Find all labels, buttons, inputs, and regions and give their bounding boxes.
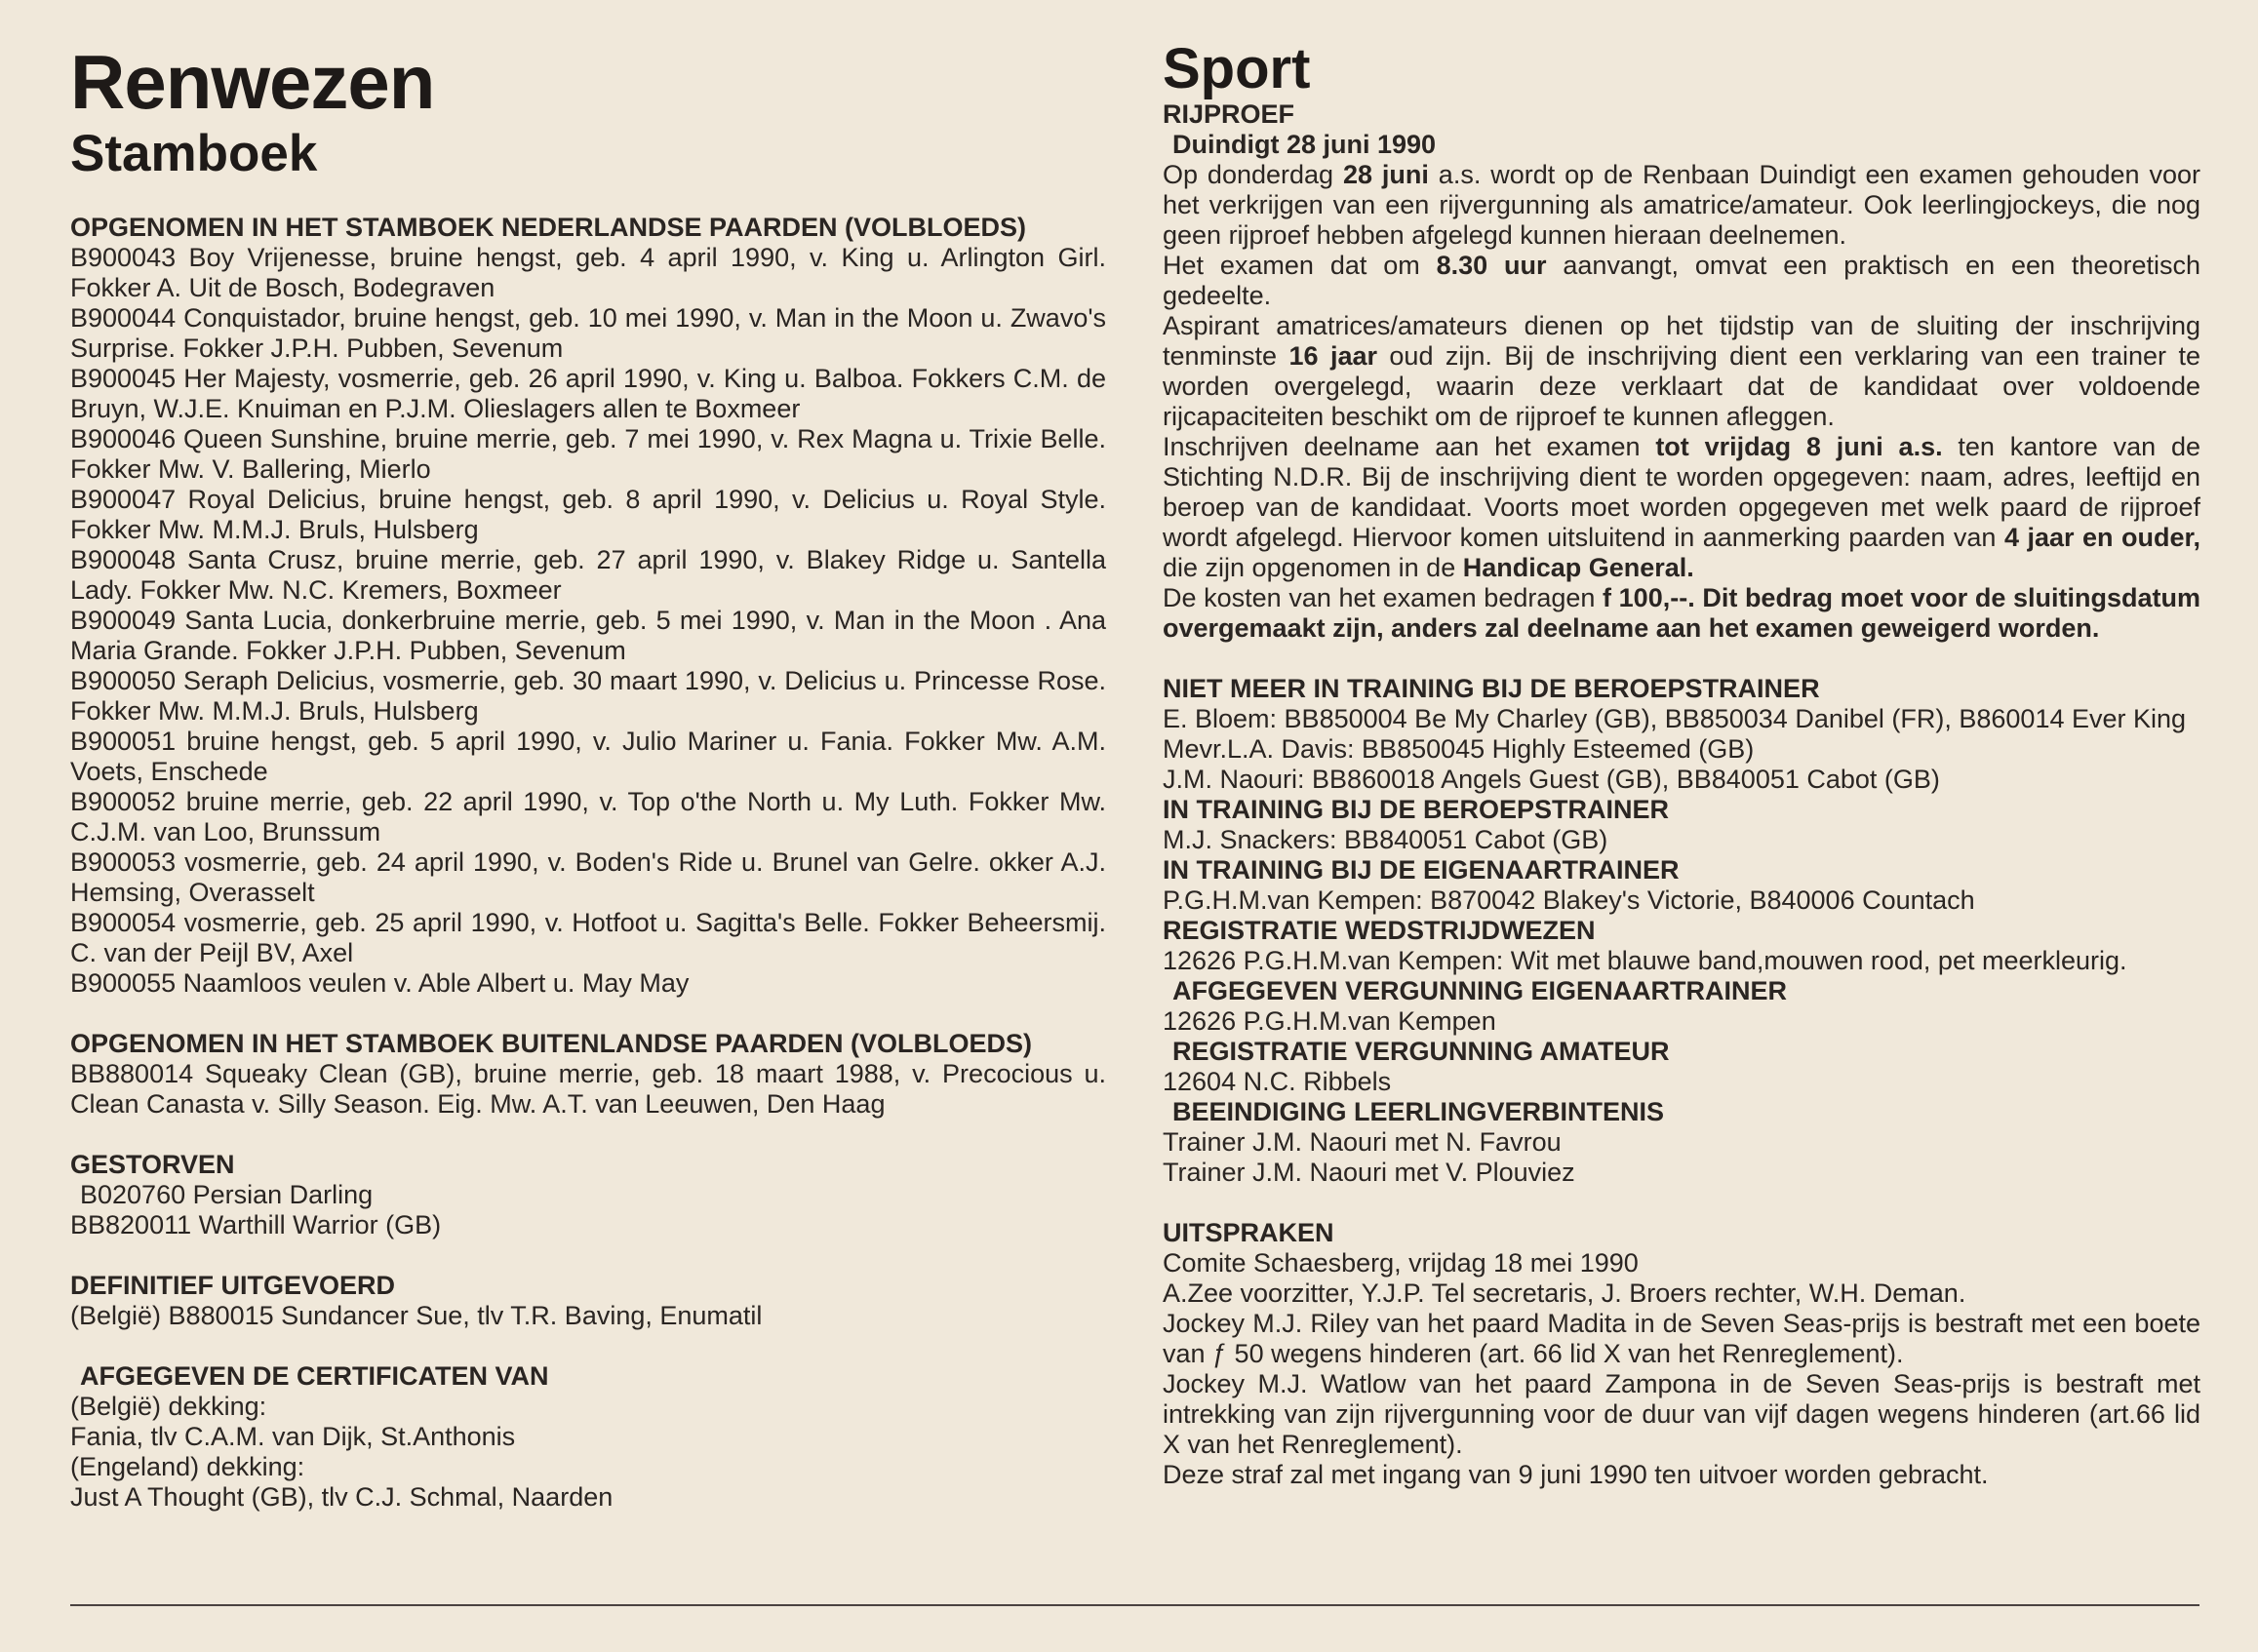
left-column bbox=[70, 39, 1106, 1543]
list-item: Comite Schaesberg, vrijdag 18 mei 1990 bbox=[1163, 1248, 1639, 1278]
list-item: (België) B880015 Sundancer Sue, tlv T.R. Baving, Enumatil bbox=[70, 1301, 763, 1330]
list-item: (Engeland) dekking: bbox=[70, 1452, 305, 1481]
list-item: J.M. Naouri: BB860018 Angels Guest (GB), BB840051 Cabot (GB) bbox=[1163, 765, 1940, 794]
list-item: B900043 Boy Vrijenesse, bruine hengst, geb. 4 april 1990, v. King u. Arlington Girl. Fokker A. Uit de Bosch, Bodegraven bbox=[70, 243, 1106, 302]
list-item: B900046 Queen Sunshine, bruine merrie, geb. 7 mei 1990, v. Rex Magna u. Trixie Belle. Fokker Mw. V. Ballering, Mierlo bbox=[70, 424, 1106, 484]
section-heading: UITSPRAKEN bbox=[1163, 1218, 1334, 1247]
text: De kosten van het examen bedragen bbox=[1163, 583, 1604, 612]
list-item: Deze straf zal met ingang van 9 juni 1990 ten uitvoer worden gebracht. bbox=[1163, 1460, 1989, 1489]
list-item: B900050 Seraph Delicius, vosmerrie, geb. 30 maart 1990, v. Delicius u. Princesse Rose. Fokker Mw. M.M.J. Bruls, Hulsberg bbox=[70, 666, 1106, 726]
list-item: E. Bloem: BB850004 Be My Charley (GB), BB850034 Danibel (FR), B860014 Ever King bbox=[1163, 704, 2187, 733]
list-item: B020760 Persian Darling bbox=[80, 1180, 374, 1209]
page-subtitle: Stamboek bbox=[70, 125, 318, 182]
bold-text: tot vrijdag 8 juni a.s. bbox=[1655, 432, 1943, 461]
page-title: Renwezen bbox=[70, 39, 435, 125]
section-heading: REGISTRATIE WEDSTRIJDWEZEN bbox=[1163, 916, 1596, 945]
text: Op donderdag bbox=[1163, 160, 1343, 189]
list-item: B900055 Naamloos veulen v. Able Albert u. May May bbox=[70, 968, 690, 998]
list-item: Fania, tlv C.A.M. van Dijk, St.Anthonis bbox=[70, 1422, 516, 1451]
text: Het examen dat om bbox=[1163, 251, 1437, 280]
list-item: Jockey M.J. Watlow van het paard Zampona in de Seven Seas-prijs is bestraft met intrekking van zijn rijvergunning voor de duur van vijf dagen wegens hinderen (art.66 lid X van het Renreglement). bbox=[1163, 1369, 2200, 1459]
bold-text: 8.30 uur bbox=[1436, 251, 1547, 280]
list-item: B900052 bruine merrie, geb. 22 april 1990, v. Top o'the North u. My Luth. Fokker Mw. C.J.M. van Loo, Brunssum bbox=[70, 787, 1106, 846]
list-item: 12626 P.G.H.M.van Kempen bbox=[1163, 1006, 1496, 1036]
text: ten kantore van de Stichting N.D.R. Bij de inschrijving dient te worden opgegeven: naam, adres, leeftijd en beroep van de kandidaat. Voorts moet worden opgegeven met welk paard de rijproef wordt afgelegd. Hiervoor komen uitsluitend in aanmerking paarden van bbox=[1163, 432, 2200, 552]
section-heading: AFGEGEVEN VERGUNNING EIGENAARTRAINER bbox=[1172, 976, 1788, 1005]
text: a.s. wordt op de Renbaan Duindigt een examen gehouden voor het verkrijgen van een rijvergunning als amatrice/amateur. Ook leerlingjockeys, die nog geen rijproef hebben afgelegd kunnen hieraan deelnemen. bbox=[1163, 160, 2200, 250]
section-heading: REGISTRATIE VERGUNNING AMATEUR bbox=[1172, 1037, 1670, 1066]
training-section bbox=[1163, 674, 2200, 1188]
list-item: 12626 P.G.H.M.van Kempen: Wit met blauwe band,mouwen rood, pet meerkleurig. bbox=[1163, 946, 2127, 975]
list-item: B900044 Conquistador, bruine hengst, geb. 10 mei 1990, v. Man in the Moon u. Zwavo's Surprise. Fokker J.P.H. Pubben, Sevenum bbox=[70, 303, 1106, 363]
list-item: Trainer J.M. Naouri met N. Favrou bbox=[1163, 1127, 1562, 1157]
rijproef-section bbox=[1163, 99, 2200, 644]
text: Inschrijven deelname aan het examen bbox=[1163, 432, 1656, 461]
bold-text: 4 jaar en ouder, bbox=[2003, 523, 2200, 552]
section-heading: DEFINITIEF UITGEVOERD bbox=[70, 1271, 396, 1300]
section-heading: OPGENOMEN IN HET STAMBOEK BUITENLANDSE PAARDEN (VOLBLOEDS) bbox=[70, 1029, 1033, 1058]
section-heading: RIJPROEF bbox=[1163, 99, 1295, 129]
certificates-section bbox=[70, 1361, 1106, 1513]
paragraph bbox=[1163, 432, 2200, 583]
foreign-stamboek-section bbox=[70, 1029, 1106, 1120]
list-item: M.J. Snackers: BB840051 Cabot (GB) bbox=[1163, 825, 1608, 854]
bold-text: f 100,--. Dit bedrag moet voor de sluitingsdatum overgemaakt zijn, anders zal deelname aan het examen geweigerd worden. bbox=[1163, 583, 2200, 643]
list-item: B900048 Santa Crusz, bruine merrie, geb. 27 april 1990, v. Blakey Ridge u. Santella Lady. Fokker Mw. N.C. Kremers, Boxmeer bbox=[70, 545, 1106, 605]
list-item: (België) dekking: bbox=[70, 1392, 267, 1421]
text: oud zijn. Bij de inschrijving dient een verklaring van een trainer te worden overgelegd, waarin deze verklaart dat de kandidaat over voldoende rijcapaciteiten beschikt om de rijproef te kunnen afleggen. bbox=[1163, 341, 2200, 431]
text: Aspirant amatrices/amateurs dienen op het tijdstip van de sluiting der inschrijving tenminste bbox=[1163, 311, 2200, 371]
list-item: B900047 Royal Delicius, bruine hengst, geb. 8 april 1990, v. Delicius u. Royal Style. Fokker Mw. M.M.J. Bruls, Hulsberg bbox=[70, 485, 1106, 544]
section-heading: BEEINDIGING LEERLINGVERBINTENIS bbox=[1172, 1097, 1665, 1126]
bold-text: 16 jaar bbox=[1288, 341, 1377, 371]
paragraph bbox=[1163, 311, 2200, 432]
bold-text: 28 juni bbox=[1342, 160, 1429, 189]
list-item: Trainer J.M. Naouri met V. Plouviez bbox=[1163, 1158, 1575, 1187]
list-item: B900053 vosmerrie, geb. 24 april 1990, v. Boden's Ride u. Brunel van Gelre. okker A.J. Hemsing, Overasselt bbox=[70, 847, 1106, 907]
right-column bbox=[1163, 39, 2200, 1520]
section-subheading: Duindigt 28 juni 1990 bbox=[1172, 130, 1437, 159]
bold-text: Handicap General. bbox=[1462, 553, 1694, 582]
section-heading: IN TRAINING BIJ DE BEROEPSTRAINER bbox=[1163, 795, 1670, 824]
text: aanvangt, omvat een praktisch en een theoretisch gedeelte. bbox=[1163, 251, 2200, 310]
list-item: 12604 N.C. Ribbels bbox=[1163, 1067, 1392, 1096]
paragraph bbox=[1163, 160, 2200, 251]
section-heading: AFGEGEVEN DE CERTIFICATEN VAN bbox=[80, 1361, 549, 1391]
nl-stamboek-section bbox=[70, 213, 1106, 999]
section-heading: IN TRAINING BIJ DE EIGENAARTRAINER bbox=[1163, 855, 1680, 885]
list-item: B900051 bruine hengst, geb. 5 april 1990, v. Julio Mariner u. Fania. Fokker Mw. A.M. Voets, Enschede bbox=[70, 727, 1106, 786]
sport-title: Sport bbox=[1163, 37, 1311, 100]
rulings-section bbox=[1163, 1218, 2200, 1490]
deceased-section bbox=[70, 1150, 1106, 1240]
list-item: A.Zee voorzitter, Y.J.P. Tel secretaris, J. Broers rechter, W.H. Deman. bbox=[1163, 1278, 1966, 1308]
section-heading: OPGENOMEN IN HET STAMBOEK NEDERLANDSE PAARDEN (VOLBLOEDS) bbox=[70, 213, 1027, 242]
section-heading: NIET MEER IN TRAINING BIJ DE BEROEPSTRAINER bbox=[1163, 674, 1820, 703]
text: die zijn opgenomen in de bbox=[1163, 553, 1463, 582]
list-item: P.G.H.M.van Kempen: B870042 Blakey's Victorie, B840006 Countach bbox=[1163, 885, 1975, 915]
exported-section bbox=[70, 1271, 1106, 1331]
list-item: BB880014 Squeaky Clean (GB), bruine merrie, geb. 18 maart 1988, v. Precocious u. Clean Canasta v. Silly Season. Eig. Mw. A.T. van Leeuwen, Den Haag bbox=[70, 1059, 1106, 1119]
list-item: BB820011 Warthill Warrior (GB) bbox=[70, 1210, 442, 1239]
bottom-divider bbox=[70, 1604, 2199, 1606]
list-item: B900045 Her Majesty, vosmerrie, geb. 26 april 1990, v. King u. Balboa. Fokkers C.M. de Bruyn, W.J.E. Knuiman en P.J.M. Olieslagers allen te Boxmeer bbox=[70, 364, 1106, 423]
list-item: B900054 vosmerrie, geb. 25 april 1990, v. Hotfoot u. Sagitta's Belle. Fokker Beheersmij. C. van der Peijl BV, Axel bbox=[70, 908, 1106, 967]
list-item: B900049 Santa Lucia, donkerbruine merrie, geb. 5 mei 1990, v. Man in the Moon . Ana Maria Grande. Fokker J.P.H. Pubben, Sevenum bbox=[70, 606, 1106, 665]
paragraph bbox=[1163, 583, 2200, 644]
section-heading: GESTORVEN bbox=[70, 1150, 235, 1179]
list-item: Jockey M.J. Riley van het paard Madita in de Seven Seas-prijs is bestraft met een boete van ƒ 50 wegens hinderen (art. 66 lid X van het Renreglement). bbox=[1163, 1309, 2200, 1368]
paragraph bbox=[1163, 251, 2200, 311]
list-item: Just A Thought (GB), tlv C.J. Schmal, Naarden bbox=[70, 1482, 614, 1512]
list-item: Mevr.L.A. Davis: BB850045 Highly Esteemed (GB) bbox=[1163, 734, 1755, 764]
